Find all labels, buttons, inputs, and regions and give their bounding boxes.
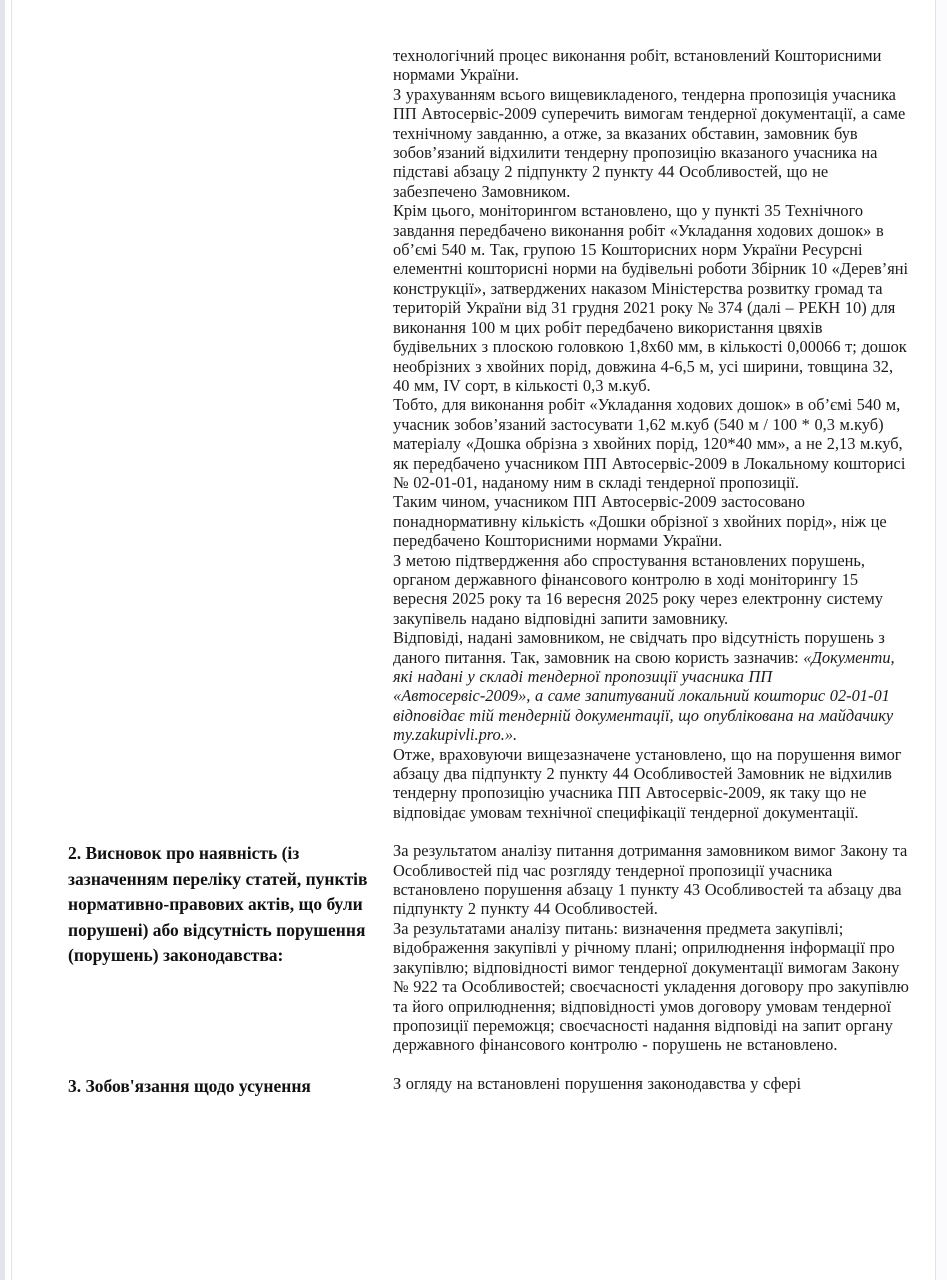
section-heading-cell	[68, 1074, 393, 1100]
text-run: «Документи, які надані у складі тендерної пропозиції учасника ПП «Автосервіс-2009», а саме запитуваний локальний кошторис 02-01-01 відповідає тій тендерній документації, що опублікована на майдачику my.zakupivli.pro.».	[393, 647, 895, 745]
paragraph	[393, 1074, 909, 1093]
paragraph	[393, 85, 909, 201]
text-run: За результатом аналізу питання дотримання замовником вимог Закону та Особливостей під час розгляду тендерної пропозиції учасника встановлено порушення абзацу 1 пункту 43 Особливостей та абзацу два підпункту 2 пункту 44 Особливостей.	[393, 841, 908, 919]
document-section-row	[68, 841, 910, 1054]
paragraph	[393, 46, 909, 85]
section-body	[393, 46, 909, 822]
viewer-right-edge-strip	[936, 0, 947, 1280]
section-body	[393, 841, 909, 1054]
text-run: Отже, враховуючи вищезазначене установлено, що на порушення вимог абзацу два підпункту 2 пункту 44 Особливостей Замовник не відхилив тендерну пропозицію учасника ПП Автосервіс-2009, як таку що не відповідає умовам технічної специфікації тендерної документації.	[393, 744, 902, 822]
document-section-row	[68, 1074, 910, 1100]
document-content	[68, 46, 910, 1099]
section-heading: 2. Висновок про наявність (із зазначенням переліку статей, пунктів нормативно-правових актів, що були порушені) або відсутність порушення (порушень) законодавства:	[68, 843, 368, 966]
text-run: З урахуванням всього вищевикладеного, тендерна пропозиція учасника ПП Автосервіс-2009 суперечить вимогам тендерної документації, а саме технічному завданню, а отже, за вказаних обставин, замовник був зобов’язаний відхилити тендерну пропозицію вказаного учасника на підставі абзацу 2 підпункту 2 пункту 44 Особливостей, що не забезпечено Замовником.	[393, 84, 906, 201]
paragraph	[393, 395, 909, 492]
text-run: Крім цього, моніторингом встановлено, що у пункті 35 Технічного завдання передбачено виконання робіт «Укладання ходових дошок» в об’ємі 540 м. Так, групою 15 Кошторисних норм України Ресурсні елементні кошторисні норми на будівельні роботи Збірник 10 «Дерев’яні конструкції», затверджених наказом Міністерства розвитку громад та територій України від 31 грудня 2021 року № 374 (далі – РЕКН 10) для виконання 100 м цих робіт передбачено використання цвяхів будівельних з плоскою головкою 1,8х60 мм, в кількості 0,00066 т; дошок необрізних з хвойних порід, довжина 4-6,5 м, усі ширини, товщина 32, 40 мм, IV сорт, в кількості 0,3 м.куб.	[393, 201, 909, 395]
paragraph	[393, 628, 909, 744]
text-run: З метою підтвердження або спростування встановлених порушень, органом державного фінансового контролю в ході моніторингу 15 вересня 2025 року та 16 вересня 2025 року через електронну систему закупівель надано відповідні запити замовнику.	[393, 550, 883, 628]
paragraph	[393, 841, 909, 919]
paragraph	[393, 492, 909, 550]
text-run: За результатами аналізу питань: визначення предмета закупівлі; відображення закупівлі у річному плані; оприлюднення інформації про закупівлю; відповідності вимог тендерної документації вимогам Закону № 922 та Особливостей; своєчасності укладення договору про закупівлю та його оприлюднення; відповідності умов договору умовам тендерної пропозиції переможця; своєчасності надання відповіді на запит органу державного фінансового контролю - порушень не встановлено.	[393, 918, 909, 1055]
text-run: Таким чином, учасником ПП Автосервіс-2009 застосовано понаднормативну кількість «Дошки обрізної з хвойних порід», ніж це передбачено Кошторисними нормами України.	[393, 492, 887, 551]
section-heading-cell	[68, 841, 393, 969]
section-heading: 3. Зобов'язання щодо усунення	[68, 1075, 311, 1096]
text-run: З огляду на встановлені порушення законодавства у сфері	[393, 1073, 802, 1093]
page-border-left	[11, 0, 12, 1280]
paragraph	[393, 745, 909, 823]
document-section-row	[68, 46, 910, 822]
viewer-left-edge-strip	[0, 0, 5, 1280]
paragraph	[393, 919, 909, 1055]
text-run: технологічний процес виконання робіт, встановлений Кошторисними нормами України.	[393, 46, 882, 85]
text-run: Відповіді, надані замовником, не свідчать про відсутність порушень з даного питання. Так, замовник на свою користь зазначив:	[393, 628, 885, 667]
text-run: Тобто, для виконання робіт «Укладання ходових дошок» в об’ємі 540 м, учасник зобов’язаний застосувати 1,62 м.куб (540 м / 100 * 0,3 м.куб) матеріалу «Дошка обрізна з хвойних порід, 120*40 мм», а не 2,13 м.куб, як передбачено учасником ПП Автосервіс-2009 в Локальному кошторисі № 02-01-01, наданому ним в складі тендерної пропозиції.	[393, 395, 906, 492]
paragraph	[393, 551, 909, 629]
section-body	[393, 1074, 909, 1093]
paragraph	[393, 201, 909, 395]
